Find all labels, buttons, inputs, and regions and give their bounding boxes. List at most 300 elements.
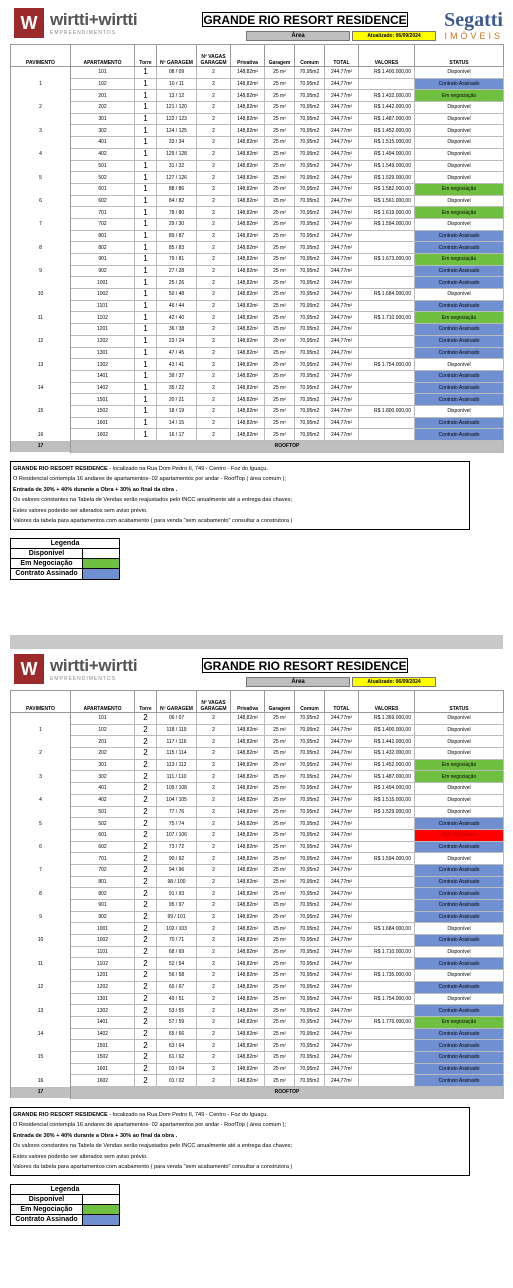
total-cell: 244,77m² [325, 183, 359, 195]
table-row [11, 958, 504, 970]
total-cell: 244,77m² [325, 1016, 359, 1028]
status-badge: Contrato Assinado [415, 370, 504, 382]
vagas-cell: 2 [197, 771, 231, 783]
apartamento-cell: 1101 [71, 946, 135, 958]
pavimento-cell [11, 113, 71, 125]
privativa-cell: 148,82m² [231, 888, 265, 900]
garagem-number-cell: 73 / 72 [157, 841, 197, 853]
total-cell: 244,77m² [325, 958, 359, 970]
table-row [11, 935, 504, 947]
table-row [11, 970, 504, 982]
total-cell: 244,77m² [325, 724, 359, 736]
valor-cell: R$ 1.529.000,00 [359, 806, 415, 818]
vagas-cell: 2 [197, 853, 231, 865]
legend-color-swatch [83, 549, 119, 558]
valor-cell [359, 1051, 415, 1063]
column-header-comum: Comum [295, 691, 325, 713]
legend-row [11, 559, 119, 569]
column-header-apt: APARTAMENTO [71, 691, 135, 713]
valor-cell [359, 370, 415, 382]
table-row [11, 888, 504, 900]
garagem-number-cell: 03 / 04 [157, 1063, 197, 1075]
valor-cell [359, 230, 415, 242]
status-badge: Disponível [415, 806, 504, 818]
table-row [11, 335, 504, 347]
valor-cell [359, 277, 415, 289]
price-table [10, 44, 504, 453]
torre-cell: 1 [135, 207, 157, 219]
table-row [11, 102, 504, 114]
valor-cell [359, 888, 415, 900]
status-badge: Disponível [415, 748, 504, 760]
status-badge: Disponível [415, 148, 504, 160]
privativa-cell: 148,82m² [231, 1051, 265, 1063]
total-cell: 244,77m² [325, 265, 359, 277]
table-row [11, 1040, 504, 1052]
pavimento-cell [11, 900, 71, 912]
apartamento-cell: 1502 [71, 405, 135, 417]
total-cell: 244,77m² [325, 78, 359, 90]
comum-cell: 70,95m2 [295, 876, 325, 888]
privativa-cell: 148,82m² [231, 218, 265, 230]
table-row [11, 841, 504, 853]
valor-cell [359, 829, 415, 841]
total-cell: 244,77m² [325, 783, 359, 795]
privativa-cell: 148,82m² [231, 347, 265, 359]
apartamento-cell: 902 [71, 265, 135, 277]
garagem-area-cell: 25 m² [265, 324, 295, 336]
column-header-total: TOTAL [325, 45, 359, 67]
comum-cell: 70,95m2 [295, 911, 325, 923]
garagem-area-cell: 25 m² [265, 417, 295, 429]
valor-cell: R$ 1.710.000,00 [359, 946, 415, 958]
apartamento-cell: 201 [71, 90, 135, 102]
total-cell: 244,77m² [325, 806, 359, 818]
valor-cell: R$ 1.487.000,00 [359, 771, 415, 783]
apartamento-cell: 1002 [71, 935, 135, 947]
apartamento-cell: 1102 [71, 958, 135, 970]
apartamento-cell: 1602 [71, 429, 135, 441]
valor-cell [359, 1028, 415, 1040]
vagas-cell: 2 [197, 923, 231, 935]
comum-cell: 70,95m2 [295, 748, 325, 760]
status-badge: Contrato Assinado [415, 242, 504, 254]
garagem-area-cell: 25 m² [265, 864, 295, 876]
privativa-cell: 148,82m² [231, 818, 265, 830]
garagem-number-cell: 88 / 86 [157, 183, 197, 195]
vagas-cell: 2 [197, 1075, 231, 1087]
garagem-area-cell: 25 m² [265, 113, 295, 125]
torre-cell: 1 [135, 382, 157, 394]
torre-cell: 2 [135, 748, 157, 760]
table-row [11, 806, 504, 818]
privativa-cell: 148,82m² [231, 324, 265, 336]
garagem-area-cell: 25 m² [265, 771, 295, 783]
valor-cell [359, 1075, 415, 1087]
pavimento-cell: 3 [11, 125, 71, 137]
torre-cell: 2 [135, 783, 157, 795]
torre-cell: 2 [135, 876, 157, 888]
privativa-cell: 148,82m² [231, 382, 265, 394]
privativa-cell: 148,82m² [231, 125, 265, 137]
apartamento-cell: 702 [71, 864, 135, 876]
total-cell: 244,77m² [325, 794, 359, 806]
valor-cell [359, 1063, 415, 1075]
vagas-cell: 2 [197, 78, 231, 90]
comum-cell: 70,95m2 [295, 1016, 325, 1028]
table-row [11, 829, 504, 841]
vagas-cell: 2 [197, 312, 231, 324]
pavimento-cell: 7 [11, 218, 71, 230]
note-text: Os valores constantes na Tabela de Vendas serão reajustados pelo INCC anualmente até a entrega das chaves; [13, 497, 293, 504]
garagem-number-cell: 124 / 125 [157, 125, 197, 137]
garagem-area-cell: 25 m² [265, 183, 295, 195]
status-badge: Contrato Assinado [415, 935, 504, 947]
status-badge: Contrato Assinado [415, 230, 504, 242]
note-line [13, 1152, 467, 1163]
vagas-cell: 2 [197, 888, 231, 900]
vagas-cell: 2 [197, 370, 231, 382]
status-badge: Contrato Assinado [415, 324, 504, 336]
total-cell: 244,77m² [325, 1005, 359, 1017]
comum-cell: 70,95m2 [295, 981, 325, 993]
status-badge: Contrato Assinado [415, 1028, 504, 1040]
status-badge: Apto Bloqueado [415, 829, 504, 841]
page-title: GRANDE RIO RESORT RESIDENCE [203, 659, 407, 673]
sheet-separator [10, 635, 503, 649]
valor-cell [359, 981, 415, 993]
garagem-number-cell: 50 / 48 [157, 289, 197, 301]
apartamento-cell: 402 [71, 148, 135, 160]
status-badge: Contrato Assinado [415, 876, 504, 888]
comum-cell: 70,95m2 [295, 172, 325, 184]
garagem-number-cell: 43 / 41 [157, 359, 197, 371]
comum-cell: 70,95m2 [295, 394, 325, 406]
pavimento-cell: 13 [11, 1005, 71, 1017]
vagas-cell: 2 [197, 382, 231, 394]
table-row [11, 736, 504, 748]
note-line [13, 485, 467, 496]
vagas-cell: 2 [197, 876, 231, 888]
valor-cell [359, 958, 415, 970]
status-badge: Contrato Assinado [415, 1005, 504, 1017]
table-row [11, 324, 504, 336]
torre-cell: 2 [135, 853, 157, 865]
valor-cell: R$ 1.582.000,00 [359, 183, 415, 195]
status-badge: Em negociação [415, 183, 504, 195]
table-row [11, 946, 504, 958]
garagem-number-cell: 23 / 24 [157, 335, 197, 347]
table-row [11, 312, 504, 324]
status-badge: Disponível [415, 853, 504, 865]
pavimento-cell: 16 [11, 1075, 71, 1087]
apartamento-cell: 701 [71, 853, 135, 865]
garagem-number-cell: 99 / 101 [157, 911, 197, 923]
status-badge: Contrato Assinado [415, 900, 504, 912]
total-cell: 244,77m² [325, 970, 359, 982]
vagas-cell: 2 [197, 818, 231, 830]
total-cell: 244,77m² [325, 300, 359, 312]
garagem-area-cell: 25 m² [265, 370, 295, 382]
comum-cell: 70,95m2 [295, 78, 325, 90]
garagem-number-cell: 31 / 32 [157, 160, 197, 172]
table-row [11, 137, 504, 149]
apartamento-cell: 301 [71, 759, 135, 771]
torre-cell: 2 [135, 911, 157, 923]
torre-cell: 1 [135, 90, 157, 102]
total-cell: 244,77m² [325, 347, 359, 359]
total-cell: 244,77m² [325, 864, 359, 876]
comum-cell: 70,95m2 [295, 102, 325, 114]
total-cell: 244,77m² [325, 254, 359, 266]
torre-cell: 1 [135, 429, 157, 441]
garagem-area-cell: 25 m² [265, 289, 295, 301]
sheet-header [10, 4, 503, 44]
privativa-cell: 148,82m² [231, 277, 265, 289]
apartamento-cell: 701 [71, 207, 135, 219]
comum-cell: 70,95m2 [295, 794, 325, 806]
comum-cell: 70,95m2 [295, 277, 325, 289]
sales-notes [10, 1107, 470, 1176]
comum-cell: 70,95m2 [295, 67, 325, 79]
garagem-number-cell: 60 / 67 [157, 981, 197, 993]
torre-cell: 2 [135, 864, 157, 876]
garagem-number-cell: 68 / 69 [157, 946, 197, 958]
table-row [11, 382, 504, 394]
total-cell: 244,77m² [325, 888, 359, 900]
table-row [11, 160, 504, 172]
torre-cell: 1 [135, 359, 157, 371]
valor-cell: R$ 1.432.000,00 [359, 748, 415, 760]
torre-cell: 1 [135, 78, 157, 90]
status-badge: Contrato Assinado [415, 78, 504, 90]
torre-cell: 1 [135, 113, 157, 125]
garagem-number-cell: 84 / 82 [157, 195, 197, 207]
vagas-cell: 2 [197, 148, 231, 160]
apartamento-cell: 1301 [71, 347, 135, 359]
total-cell: 244,77m² [325, 417, 359, 429]
total-cell: 244,77m² [325, 748, 359, 760]
privativa-cell: 148,82m² [231, 771, 265, 783]
comum-cell: 70,95m2 [295, 1028, 325, 1040]
column-header-garagem: Garagem [265, 691, 295, 713]
apartamento-cell: 1001 [71, 277, 135, 289]
apartamento-cell: 602 [71, 841, 135, 853]
table-header-row [11, 45, 504, 67]
note-line [13, 516, 467, 527]
legend-label: Em Negociação [11, 1205, 83, 1214]
apartamento-cell: 1301 [71, 993, 135, 1005]
torre-cell: 2 [135, 900, 157, 912]
valor-cell: R$ 1.594.000,00 [359, 853, 415, 865]
pavimento-cell: 4 [11, 148, 71, 160]
garagem-number-cell: 33 / 34 [157, 137, 197, 149]
total-cell: 244,77m² [325, 370, 359, 382]
comum-cell: 70,95m2 [295, 724, 325, 736]
comum-cell: 70,95m2 [295, 736, 325, 748]
privativa-cell: 148,82m² [231, 1075, 265, 1087]
garagem-number-cell: 16 / 17 [157, 429, 197, 441]
comum-cell: 70,95m2 [295, 230, 325, 242]
brand-name: Segatti [444, 9, 503, 31]
status-badge: Em negociação [415, 759, 504, 771]
privativa-cell: 148,82m² [231, 794, 265, 806]
garagem-area-cell: 25 m² [265, 172, 295, 184]
pavimento-cell [11, 946, 71, 958]
torre-cell: 1 [135, 148, 157, 160]
comum-cell: 70,95m2 [295, 382, 325, 394]
privativa-cell: 148,82m² [231, 230, 265, 242]
comum-cell: 70,95m2 [295, 818, 325, 830]
torre-cell: 1 [135, 102, 157, 114]
garagem-number-cell: 107 / 106 [157, 829, 197, 841]
pavimento-cell: 9 [11, 911, 71, 923]
comum-cell: 70,95m2 [295, 289, 325, 301]
apartamento-cell: 1401 [71, 1016, 135, 1028]
apartamento-cell: 402 [71, 794, 135, 806]
torre-cell: 2 [135, 1028, 157, 1040]
torre-cell: 2 [135, 724, 157, 736]
status-badge: Disponível [415, 113, 504, 125]
pavimento-cell [11, 67, 71, 79]
torre-cell: 2 [135, 818, 157, 830]
privativa-cell: 148,82m² [231, 759, 265, 771]
vagas-cell: 2 [197, 300, 231, 312]
torre-cell: 1 [135, 254, 157, 266]
apartamento-cell: 1501 [71, 1040, 135, 1052]
garagem-area-cell: 25 m² [265, 382, 295, 394]
column-header-vagas: Nº VAGAS GARAGEM [197, 691, 231, 713]
comum-cell: 70,95m2 [295, 417, 325, 429]
vagas-cell: 2 [197, 1051, 231, 1063]
garagem-area-cell: 25 m² [265, 1005, 295, 1017]
garagem-area-cell: 25 m² [265, 876, 295, 888]
apartamento-cell: 801 [71, 230, 135, 242]
valor-cell [359, 876, 415, 888]
valor-cell: R$ 1.710.000,00 [359, 312, 415, 324]
torre-cell: 1 [135, 125, 157, 137]
valor-cell: R$ 1.452.000,00 [359, 759, 415, 771]
column-header-vagas: Nº VAGAS GARAGEM [197, 45, 231, 67]
garagem-number-cell: 89 / 87 [157, 230, 197, 242]
pavimento-cell [11, 207, 71, 219]
privativa-cell: 148,82m² [231, 935, 265, 947]
apartamento-cell: 601 [71, 183, 135, 195]
table-row [11, 759, 504, 771]
vagas-cell: 2 [197, 218, 231, 230]
pavimento-cell: 6 [11, 195, 71, 207]
note-line [13, 464, 467, 475]
valor-cell [359, 911, 415, 923]
logo-text: wirtti+wirtti [50, 10, 138, 29]
column-header-torre: Torre [135, 45, 157, 67]
apartamento-cell: 1401 [71, 370, 135, 382]
table-row [11, 783, 504, 795]
note-text: O Residencial contempla 16 andares de apartamentos- 02 apartamentos por andar - RoofTop ( área comum ); [13, 476, 286, 483]
torre-cell: 1 [135, 312, 157, 324]
table-row [11, 277, 504, 289]
privativa-cell: 148,82m² [231, 312, 265, 324]
status-badge: Disponível [415, 102, 504, 114]
torre-cell: 2 [135, 946, 157, 958]
total-cell: 244,77m² [325, 818, 359, 830]
apartamento-cell: 601 [71, 829, 135, 841]
status-badge: Disponível [415, 946, 504, 958]
vagas-cell: 2 [197, 254, 231, 266]
status-badge: Contrato Assinado [415, 818, 504, 830]
valor-cell: R$ 1.400.000,00 [359, 724, 415, 736]
valor-cell: R$ 1.369.000,00 [359, 713, 415, 725]
garagem-area-cell: 25 m² [265, 958, 295, 970]
vagas-cell: 2 [197, 347, 231, 359]
comum-cell: 70,95m2 [295, 806, 325, 818]
apartamento-cell: 502 [71, 172, 135, 184]
pavimento-cell: 13 [11, 359, 71, 371]
apartamento-cell: 1202 [71, 335, 135, 347]
total-cell: 244,77m² [325, 981, 359, 993]
torre-cell: 2 [135, 771, 157, 783]
torre-cell: 1 [135, 160, 157, 172]
note-line [13, 1110, 467, 1121]
vagas-cell: 2 [197, 993, 231, 1005]
torre-cell: 1 [135, 172, 157, 184]
vagas-cell: 2 [197, 102, 231, 114]
garagem-number-cell: 118 / 119 [157, 724, 197, 736]
apartamento-cell: 302 [71, 771, 135, 783]
valor-cell [359, 382, 415, 394]
vagas-cell: 2 [197, 125, 231, 137]
logo-text: wirtti+wirtti [50, 656, 138, 675]
garagem-number-cell: 70 / 71 [157, 935, 197, 947]
vagas-cell: 2 [197, 207, 231, 219]
column-header-valores: VALORES [359, 45, 415, 67]
privativa-cell: 148,82m² [231, 102, 265, 114]
torre-cell: 2 [135, 713, 157, 725]
table-row [11, 900, 504, 912]
comum-cell: 70,95m2 [295, 900, 325, 912]
status-badge: Em negociação [415, 312, 504, 324]
torre-cell: 2 [135, 1051, 157, 1063]
price-sheet-tower-1 [10, 4, 503, 580]
status-badge: Disponível [415, 405, 504, 417]
column-header-priv: Privativa [231, 45, 265, 67]
table-row [11, 794, 504, 806]
total-cell: 244,77m² [325, 771, 359, 783]
pavimento-cell [11, 160, 71, 172]
valor-cell: R$ 1.561.000,00 [359, 195, 415, 207]
garagem-area-cell: 25 m² [265, 841, 295, 853]
garagem-number-cell: 18 / 19 [157, 405, 197, 417]
apartamento-cell: 301 [71, 113, 135, 125]
legend-row [11, 1195, 119, 1205]
garagem-number-cell: 111 / 110 [157, 771, 197, 783]
vagas-cell: 2 [197, 67, 231, 79]
pavimento-cell [11, 759, 71, 771]
apartamento-cell: 101 [71, 713, 135, 725]
status-badge: Contrato Assinado [415, 1040, 504, 1052]
status-badge: Disponível [415, 359, 504, 371]
table-row [11, 207, 504, 219]
garagem-number-cell: 10 / 11 [157, 78, 197, 90]
garagem-area-cell: 25 m² [265, 911, 295, 923]
apartamento-cell: 1501 [71, 394, 135, 406]
status-badge: Contrato Assinado [415, 335, 504, 347]
valor-cell: R$ 1.776.000,00 [359, 1016, 415, 1028]
apartamento-cell: 802 [71, 888, 135, 900]
pavimento-cell: 1 [11, 78, 71, 90]
status-badge: Contrato Assinado [415, 429, 504, 441]
table-row [11, 78, 504, 90]
